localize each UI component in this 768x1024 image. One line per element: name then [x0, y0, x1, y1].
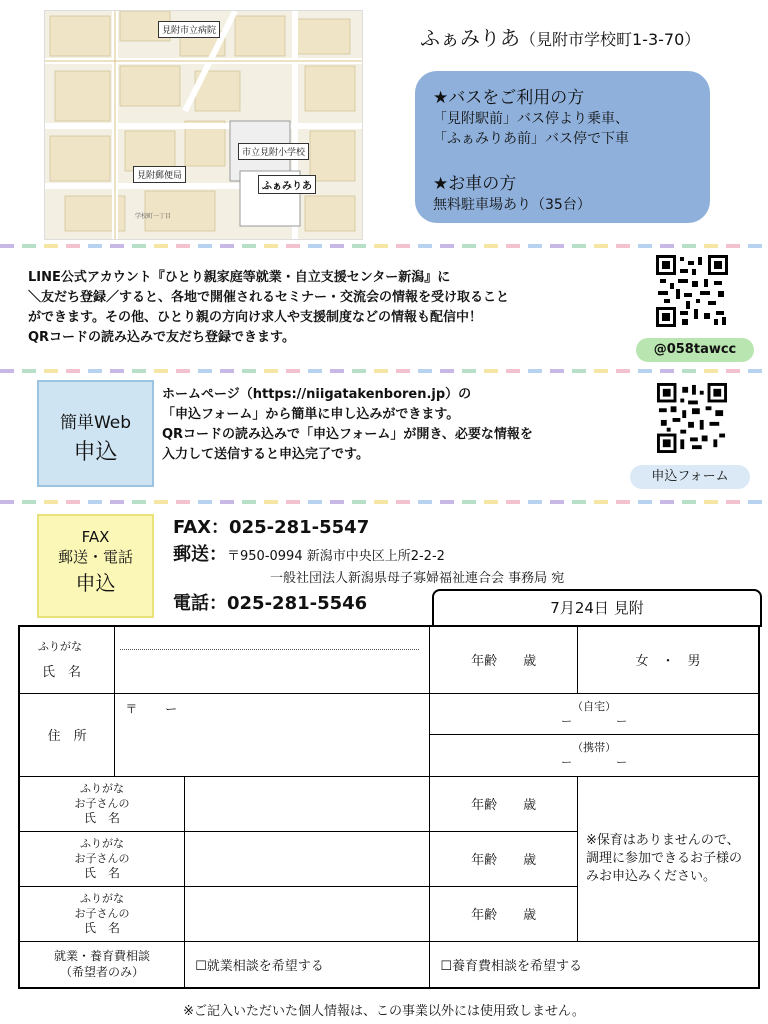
bus-line-1: 「見附駅前」バス停より乗車、: [433, 111, 629, 127]
home-phone-dash: ー ー: [561, 714, 628, 728]
line-description: [28, 268, 618, 348]
name-label: 氏 名: [42, 664, 82, 680]
child-1-label: [19, 776, 185, 831]
fax-box-line-3: 申込: [75, 571, 116, 595]
map-label-post-office: 見附郵便局: [133, 166, 186, 183]
fax-box-line-2: 郵送・電話: [57, 548, 133, 566]
privacy-footer: ※ご記入いただいた個人情報は、この事業以外には使用致しません。: [183, 1004, 585, 1019]
web-text-1: ホームページ（https://niigatakenboren.jp）の: [162, 387, 472, 402]
childcare-note: ※保育はありませんので、調理に参加できるお子様のみお申込みください。: [577, 776, 759, 941]
mobile-phone-label: （携帯）: [572, 741, 617, 754]
gender-select[interactable]: 女 ・ 男: [577, 626, 759, 693]
child-3-label: [19, 886, 185, 941]
consult-label: [19, 941, 185, 988]
divider-2: [0, 369, 768, 373]
child-1-name-input[interactable]: [185, 776, 430, 831]
venue-name: ふぁみりあ: [420, 26, 520, 50]
home-phone-input[interactable]: [430, 693, 759, 734]
web-text-2: 「申込フォーム」から簡単に申し込みができます。: [162, 407, 460, 422]
postal-mark: 〒 ー: [125, 701, 178, 716]
fax-line: [173, 513, 369, 539]
fax-number: 025-281-5547: [229, 517, 370, 538]
car-line-1: 無料駐車場あり（35台）: [433, 197, 591, 213]
child-1-furigana: ふりがな: [80, 782, 125, 795]
line-id-badge[interactable]: @058tawcc: [636, 338, 754, 362]
date-location-tab: 7月24日 見附: [432, 589, 762, 627]
bus-line-2: 「ふぁみりあ前」バス停で下車: [433, 131, 629, 147]
fax-box-line-1: FAX: [81, 528, 110, 546]
name-label-cell: [19, 626, 115, 693]
support-consult-checkbox[interactable]: ☐養育費相談を希望する: [430, 941, 759, 988]
child-3-name-input[interactable]: [185, 886, 430, 941]
map-label-hospital: 見附市立病院: [158, 21, 220, 38]
child-2-name-label: 氏 名: [84, 866, 121, 880]
age-input[interactable]: 年齢 歳: [430, 626, 578, 693]
address-label: 住 所: [19, 693, 115, 776]
web-qr-code-icon[interactable]: [657, 383, 727, 453]
child-3-name-label: 氏 名: [84, 921, 121, 935]
line-text-4: QRコードの読み込みで友だち登録できます。: [28, 330, 296, 345]
line-text-1: LINE公式アカウント『ひとり親家庭等就業・自立支援センター新潟』に: [28, 270, 451, 285]
child-2-label: [19, 831, 185, 886]
web-apply-box: [37, 380, 154, 487]
line-text-2: ＼友だち登録／すると、各地で開催されるセミナー・交流会の情報を受け取ること: [28, 290, 510, 305]
access-info-box: [415, 71, 710, 223]
map-label-venue: ふぁみりあ: [258, 175, 316, 194]
web-description: [162, 385, 622, 465]
mail-recipient: 一般社団法人新潟県母子寡婦福祉連合会 事務局 宛: [270, 571, 565, 586]
consult-label-2: （希望者のみ）: [60, 965, 145, 980]
web-text-3: QRコードの読み込みで「申込フォーム」が開き、必要な情報を: [162, 427, 533, 442]
tel-label: 電話：: [173, 593, 227, 614]
application-form: [18, 625, 760, 989]
line-qr-code-icon[interactable]: [656, 255, 728, 327]
line-text-3: ができます。その他、ひとり親の方向け求人や支援制度などの情報も配信中！: [28, 310, 482, 325]
web-box-line-1: 簡単Web: [59, 413, 132, 433]
bus-heading: ★バスをご利用の方: [433, 88, 585, 108]
car-heading: ★お車の方: [433, 174, 517, 194]
furigana-label: ふりがな: [38, 639, 82, 653]
child-3-label-text: お子さんの: [74, 907, 130, 920]
address-input[interactable]: [115, 693, 430, 776]
child-3-age-input[interactable]: 年齢 歳: [430, 886, 578, 941]
divider-1: [0, 244, 768, 248]
divider-3: [0, 500, 768, 504]
child-2-label-text: お子さんの: [74, 852, 130, 865]
child-1-name-label: 氏 名: [84, 811, 121, 825]
access-map: [44, 10, 363, 240]
mobile-phone-input[interactable]: [430, 734, 759, 776]
mail-line: [173, 540, 445, 566]
child-1-age-input[interactable]: 年齢 歳: [430, 776, 578, 831]
child-3-furigana: ふりがな: [80, 892, 125, 905]
job-consult-checkbox[interactable]: ☐就業相談を希望する: [185, 941, 430, 988]
fax-apply-box: [37, 514, 154, 618]
consult-label-1: 就業・養育費相談: [54, 949, 151, 964]
child-2-name-input[interactable]: [185, 831, 430, 886]
map-label-school: 市立見附小学校: [238, 143, 309, 160]
name-input[interactable]: [115, 626, 430, 693]
map-label-district: 学校町一丁目: [135, 213, 172, 220]
venue-address: （見附市学校町1-3-70）: [520, 30, 701, 49]
mobile-phone-dash: ー ー: [561, 756, 628, 769]
web-box-line-2: 申込: [73, 440, 118, 465]
home-phone-label: （自宅）: [572, 699, 617, 713]
web-form-badge[interactable]: 申込フォーム: [630, 465, 750, 489]
tel-number: 025-281-5546: [227, 593, 368, 614]
tel-line: [173, 589, 367, 615]
mail-address: 〒950-0994 新潟市中央区上所2-2-2: [227, 549, 445, 564]
map-streets: [45, 11, 362, 239]
fax-label: FAX：: [173, 517, 230, 538]
child-1-label-text: お子さんの: [74, 797, 130, 810]
child-2-furigana: ふりがな: [80, 837, 125, 850]
venue-title: [420, 22, 700, 51]
mail-label: 郵送：: [173, 544, 227, 565]
child-2-age-input[interactable]: 年齢 歳: [430, 831, 578, 886]
web-text-4: 入力して送信すると申込完了です。: [162, 447, 369, 462]
